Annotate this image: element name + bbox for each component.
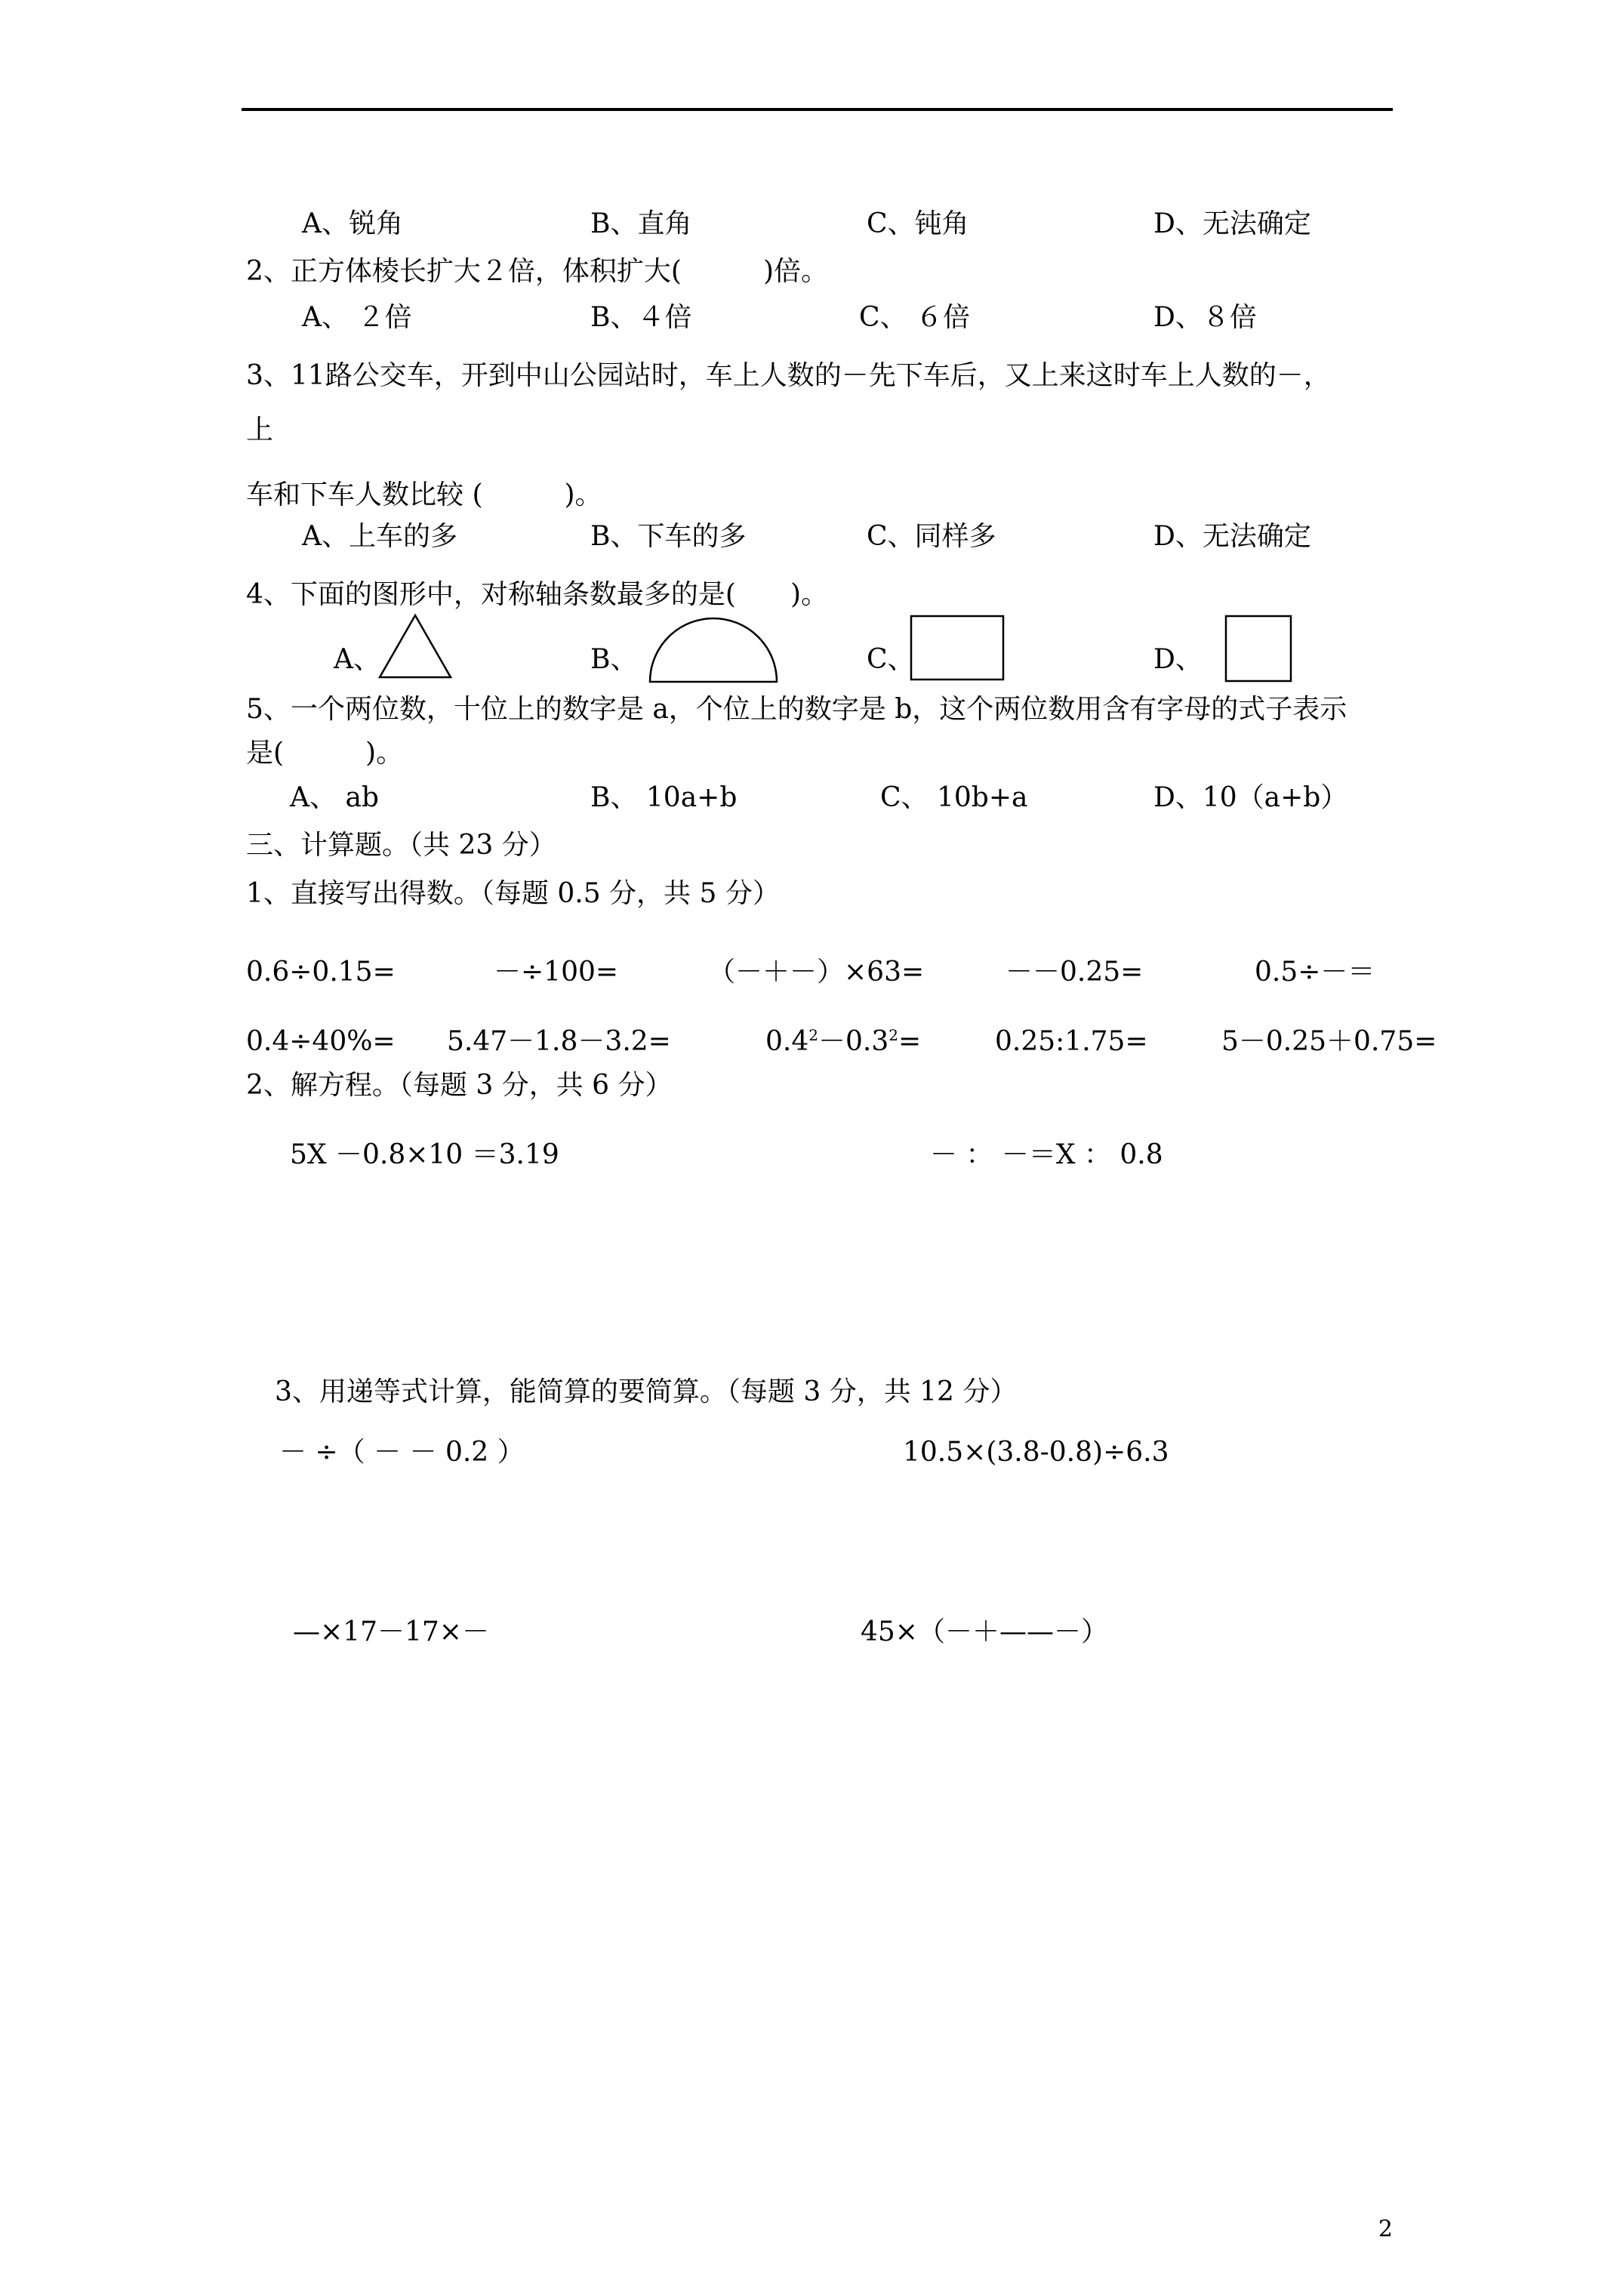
q4-option-b: B、 [590, 644, 638, 675]
calc-row1-item3: （－＋－）×63= [708, 957, 925, 988]
q2-stem: 2、正方体棱长扩大２倍，体积扩大( )倍。 [246, 256, 828, 287]
q2-option-c: C、 ６倍 [859, 302, 970, 333]
q5-stem-line2: 是( )。 [246, 738, 404, 769]
rectangle-shape [910, 615, 1005, 681]
q1-option-c: C、钝角 [867, 208, 969, 239]
calc-row2-item4: 0.25:1.75= [995, 1026, 1148, 1057]
calc-row1-item5: 0.5÷－＝ [1255, 957, 1375, 988]
q5-option-a: A、 ab [290, 782, 379, 813]
section3-sub2-title: 2、解方程。（每题 3 分，共 6 分） [246, 1070, 673, 1101]
calc-row2-item5: 5－0.25＋0.75= [1221, 1026, 1437, 1057]
q5-option-c: C、 10b+a [880, 782, 1028, 813]
triangle-shape [377, 613, 453, 680]
q3-stem-line1: 3、11路公交车，开到中山公园站时，车上人数的－先下车后，又上来这时车上人数的－， [246, 360, 1331, 391]
equation-1: 5X －0.8×10 ＝3.19 [290, 1139, 559, 1170]
q3-stem-line3: 车和下车人数比较 ( )。 [246, 479, 602, 510]
section3-title: 三、计算题。（共 23 分） [246, 830, 556, 861]
q2-option-b: B、４倍 [590, 302, 692, 333]
q4-stem: 4、下面的图形中，对称轴条数最多的是( )。 [246, 579, 828, 610]
square-shape [1224, 615, 1292, 683]
calc-expr-1: － ÷（ － － 0.2 ） [279, 1437, 525, 1468]
header-rule [242, 108, 1393, 111]
calc-row1-item2: －÷100= [494, 957, 619, 988]
q5-option-d: D、10（a+b） [1153, 782, 1348, 813]
section3-sub1-title: 1、直接写出得数。（每题 0.5 分，共 5 分） [246, 878, 780, 909]
q5-stem-line1: 5、一个两位数，十位上的数字是 a，个位上的数字是 b，这个两位数用含有字母的式子表示 [246, 694, 1347, 725]
q1-option-a: A、锐角 [302, 208, 403, 239]
calc-expr-2: 10.5×(3.8-0.8)÷6.3 [903, 1437, 1169, 1468]
calc-row2-item1: 0.4÷40%= [246, 1026, 396, 1057]
q3-option-b: B、下车的多 [590, 521, 747, 552]
page-number: 2 [1378, 2216, 1393, 2242]
q4-option-d: D、 [1153, 644, 1203, 675]
q3-option-d: D、无法确定 [1153, 521, 1311, 552]
q4-option-c: C、 [867, 644, 915, 675]
q3-option-c: C、同样多 [867, 521, 996, 552]
calc-row1-item4: －－0.25= [1006, 957, 1144, 988]
section3-sub3-title: 3、用递等式计算，能简算的要简算。（每题 3 分，共 12 分） [275, 1376, 1018, 1407]
q5-option-b: B、 10a+b [590, 782, 738, 813]
calc-expr-4: 45×（－＋——－） [861, 1616, 1108, 1647]
calc-row2-item3: $0.4^2-0.3^2=$ [765, 1026, 922, 1057]
q2-option-a: A、 ２倍 [302, 302, 412, 333]
q3-option-a: A、上车的多 [302, 521, 457, 552]
q3-stem-line2: 上 [246, 415, 274, 445]
semicircle-shape [648, 616, 779, 684]
calc-row2-item2: 5.47－1.8－3.2= [447, 1026, 671, 1057]
calc-expr-3: —×17－17×－ [293, 1616, 489, 1647]
q2-option-d: D、８倍 [1153, 302, 1257, 333]
q4-option-a: A、 [334, 644, 380, 675]
calc-row1-item1: 0.6÷0.15= [246, 957, 396, 988]
q1-option-d: D、无法确定 [1153, 208, 1311, 239]
q1-option-b: B、直角 [590, 208, 692, 239]
equation-2: － ： －＝X ： 0.8 [930, 1139, 1163, 1170]
